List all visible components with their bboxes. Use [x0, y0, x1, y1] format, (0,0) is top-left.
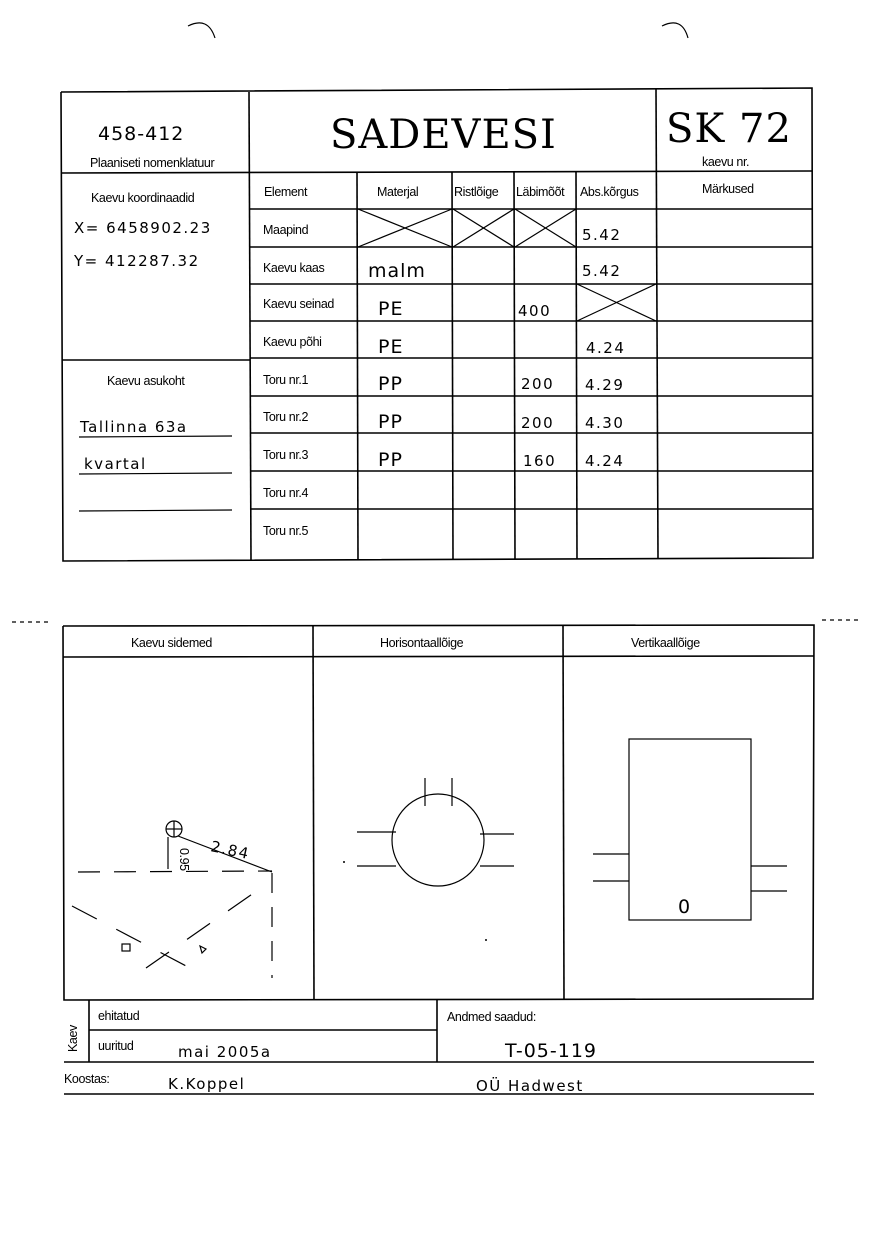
- row-element: Toru nr.1: [263, 373, 309, 387]
- col-header-abs-height: Abs.kõrgus: [580, 185, 639, 199]
- nomenclature-value: 458-412: [98, 123, 185, 145]
- row-abs-height: 5.42: [582, 226, 622, 244]
- row-element: Maapind: [263, 223, 309, 237]
- horizontal-section-header: Horisontaallõige: [380, 636, 464, 650]
- row-diameter: 400: [518, 302, 552, 320]
- nomenclature-label: Plaaniseti nomenklatuur: [90, 156, 215, 170]
- row-material: PP: [378, 449, 403, 471]
- vertical-section-header: Vertikaallõige: [631, 636, 700, 650]
- well-shaft: [629, 739, 751, 920]
- vertical-mark: 0: [678, 896, 692, 918]
- row-material: PP: [378, 373, 403, 395]
- well-id-label: kaevu nr.: [702, 155, 750, 169]
- row-material: PE: [378, 336, 404, 358]
- col-header-material: Materjal: [377, 185, 419, 199]
- well-id-value: SK 72: [666, 106, 792, 152]
- data-received-value: T-05-119: [505, 1040, 598, 1062]
- vertical-section-diagram: [593, 739, 787, 920]
- tie-small-distance: 0.95: [177, 848, 191, 871]
- compiled-label: Koostas:: [64, 1072, 110, 1086]
- coordinates-label: Kaevu koordinaadid: [91, 191, 195, 205]
- surveyed-label: uuritud: [98, 1039, 134, 1053]
- company-value: OÜ Hadwest: [476, 1077, 584, 1095]
- page-title: SADEVESI: [330, 112, 557, 158]
- row-element: Kaevu kaas: [263, 261, 325, 275]
- row-element: Kaevu põhi: [263, 335, 322, 349]
- col-header-notes: Märkused: [702, 182, 754, 196]
- footer-side-label: Kaev: [66, 1025, 80, 1052]
- punch-hole-mark-left: [188, 23, 215, 38]
- surveyed-value: mai 2005a: [178, 1043, 272, 1061]
- row-diameter: 200: [521, 375, 555, 393]
- compiled-value: K.Koppel: [168, 1075, 246, 1093]
- col-header-element: Element: [264, 185, 308, 199]
- row-element: Toru nr.5: [263, 524, 309, 538]
- ties-header: Kaevu sidemed: [131, 636, 212, 650]
- row-abs-height: 5.42: [582, 262, 622, 280]
- bottom-card-frame: [63, 625, 814, 1094]
- row-element: Toru nr.4: [263, 486, 309, 500]
- built-label: ehitatud: [98, 1009, 140, 1023]
- coordinate-x: X= 6458902.23: [74, 219, 212, 237]
- row-element: Kaevu seinad: [263, 297, 334, 311]
- row-diameter: 160: [523, 452, 557, 470]
- location-line-1: Tallinna 63a: [80, 418, 188, 436]
- row-diameter: 200: [521, 414, 555, 432]
- row-abs-height: 4.29: [585, 376, 625, 394]
- row-abs-height: 4.24: [585, 452, 625, 470]
- well-circle: [392, 794, 484, 886]
- tie-distance: 2.84: [209, 837, 252, 864]
- location-line-2: kvartal: [84, 455, 147, 473]
- row-abs-height: 4.30: [585, 414, 625, 432]
- col-header-diameter: Läbimõõt: [516, 185, 565, 199]
- row-material: malm: [368, 260, 426, 282]
- row-element: Toru nr.2: [263, 410, 309, 424]
- row-material: PP: [378, 411, 403, 433]
- row-element: Toru nr.3: [263, 448, 309, 462]
- location-label: Kaevu asukoht: [107, 374, 185, 388]
- data-received-label: Andmed saadud:: [447, 1010, 536, 1024]
- coordinate-y: Y= 412287.32: [74, 252, 200, 270]
- col-header-cross-section: Ristlõige: [454, 185, 499, 199]
- row-material: PE: [378, 298, 404, 320]
- horizontal-section-diagram: [343, 778, 514, 941]
- row-abs-height: 4.24: [586, 339, 626, 357]
- punch-hole-mark-right: [662, 23, 688, 38]
